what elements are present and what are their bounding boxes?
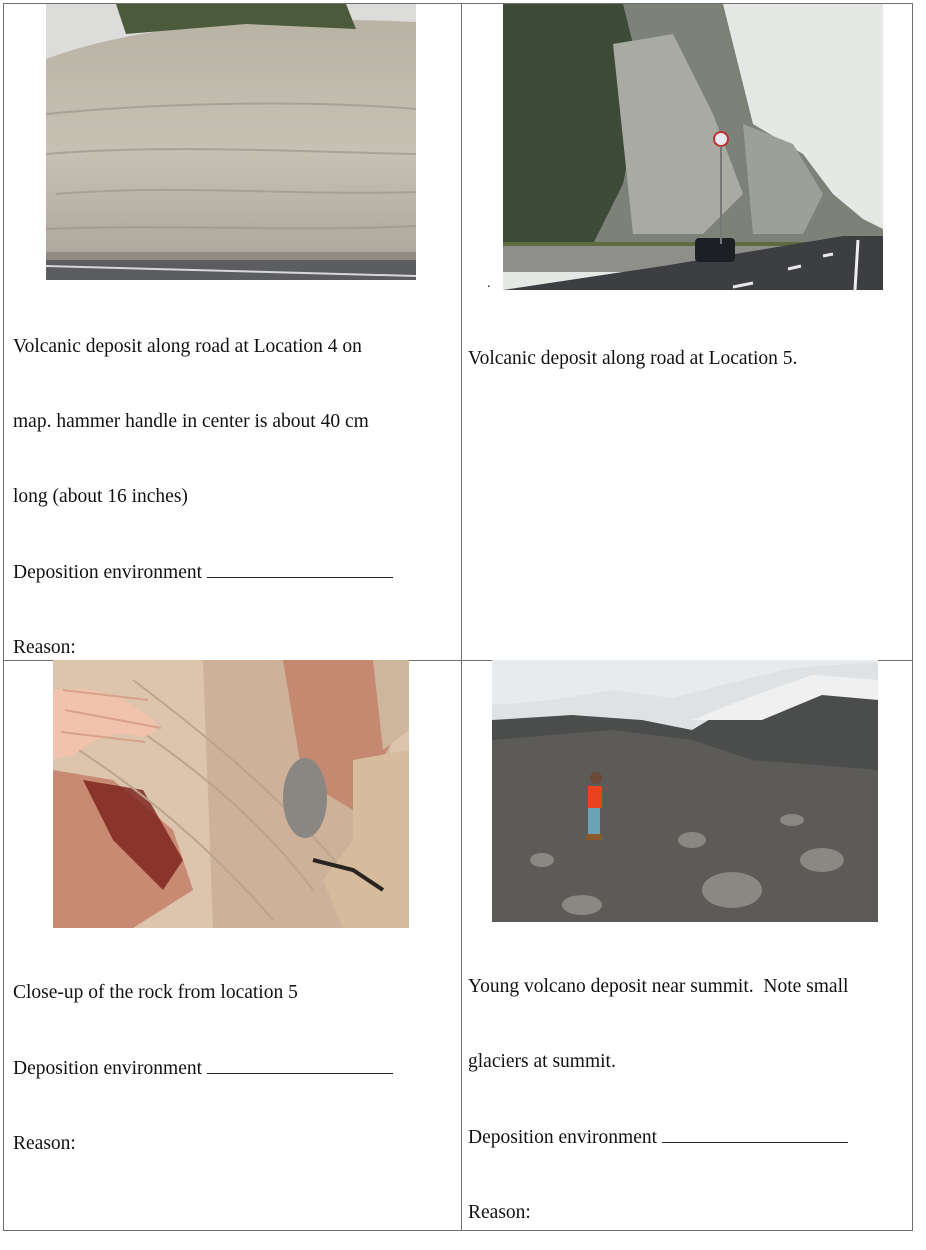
roadcut-sandy-deposit-photo <box>46 4 416 280</box>
reason-label: Reason: <box>13 1133 76 1154</box>
cliff-along-highway-photo <box>503 4 883 290</box>
cell-2-text <box>468 296 908 396</box>
reason-label: Reason: <box>13 637 76 658</box>
cell-4-text <box>468 924 912 1250</box>
stray-mark: . <box>487 276 491 291</box>
caption-line: map. hammer handle in center is about 40 cm <box>13 411 369 432</box>
deposition-environment-label: Deposition environment <box>468 1127 658 1148</box>
caption-line: Close-up of the rock from location 5 <box>13 982 298 1003</box>
deposition-environment-blank[interactable] <box>207 559 393 578</box>
deposition-environment-label: Deposition environment <box>13 1058 203 1079</box>
cell-1-text <box>13 284 453 685</box>
caption-line: Volcanic deposit along road at Location 4 on <box>13 336 362 357</box>
volcano-summit-debris-photo <box>492 660 878 922</box>
cell-3-text <box>13 930 453 1181</box>
caption-line: Volcanic deposit along road at Location 5. <box>468 348 798 369</box>
rock-closeup-with-hand-photo <box>53 660 409 928</box>
deposition-environment-blank[interactable] <box>207 1055 393 1074</box>
caption-line: long (about 16 inches) <box>13 486 188 507</box>
deposition-environment-label: Deposition environment <box>13 562 203 583</box>
deposition-environment-blank[interactable] <box>662 1124 848 1143</box>
reason-label: Reason: <box>468 1202 531 1223</box>
caption-line: Young volcano deposit near summit. Note small <box>468 976 849 997</box>
column-divider <box>461 4 462 1230</box>
caption-line: glaciers at summit. <box>468 1051 616 1072</box>
